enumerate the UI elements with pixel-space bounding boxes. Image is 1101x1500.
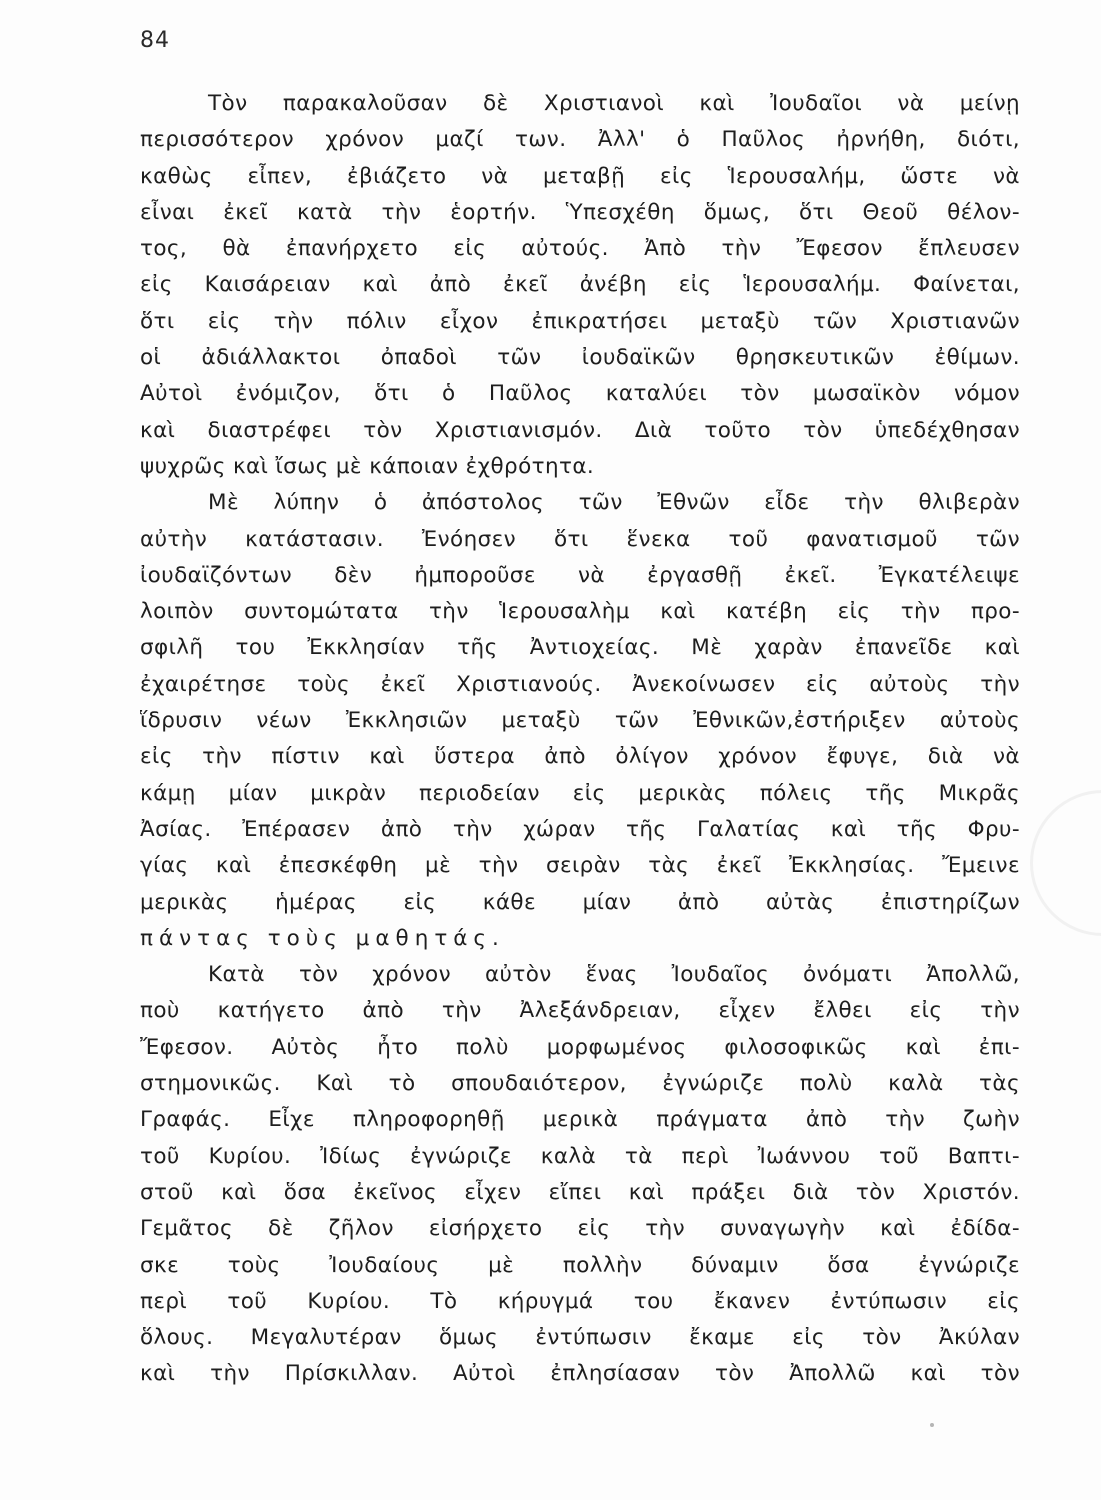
text-line: πάντας τοὺς μαθητάς. xyxy=(140,925,505,951)
text-line: εἰς τὴν πίστιν καὶ ὕστερα ἀπὸ ὀλίγον χρόνον ἔφυγε, διὰ νὰ xyxy=(140,744,1020,770)
text-line: Γεμᾶτος δὲ ζῆλον εἰσήρχετο εἰς τὴν συναγωγὴν καὶ ἐδίδα- xyxy=(140,1216,1020,1242)
text-line: ψυχρῶς καὶ ἴσως μὲ κάποιαν ἐχθρότητα. xyxy=(140,453,595,479)
text-line: σφιλῆ του Ἐκκλησίαν τῆς Ἀντιοχείας. Μὲ χαρὰν ἐπανεῖδε καὶ xyxy=(140,635,1020,661)
text-line: καὶ διαστρέφει τὸν Χριστιανισμόν. Διὰ τοῦτο τὸν ὑπεδέχθησαν xyxy=(140,417,1020,443)
text-line: στοῦ καὶ ὅσα ἐκεῖνος εἶχεν εἴπει καὶ πράξει διὰ τὸν Χριστόν. xyxy=(140,1179,1020,1205)
text-line: γίας καὶ ἐπεσκέφθη μὲ τὴν σειρὰν τὰς ἐκεῖ Ἐκκλησίας. Ἔμεινε xyxy=(140,853,1020,879)
text-line: τοῦ Κυρίου. Ἰδίως ἐγνώριζε καλὰ τὰ περὶ Ἰωάννου τοῦ Βαπτι- xyxy=(140,1143,1020,1169)
paragraph-2 xyxy=(140,485,1020,957)
text-line: ἰουδαϊζόντων δὲν ἠμποροῦσε νὰ ἐργασθῇ ἐκεῖ. Ἐγκατέλειψε xyxy=(140,562,1020,588)
text-line: λοιπὸν συντομώτατα τὴν Ἱερουσαλὴμ καὶ κατέβη εἰς τὴν προ- xyxy=(140,599,1020,625)
text-line: σκε τοὺς Ἰουδαίους μὲ πολλὴν δύναμιν ὅσα ἐγνώριζε xyxy=(140,1252,1020,1278)
text-line: κάμῃ μίαν μικρὰν περιοδείαν εἰς μερικὰς πόλεις τῆς Μικρᾶς xyxy=(140,780,1020,806)
text-line: Ἀσίας. Ἐπέρασεν ἀπὸ τὴν χώραν τῆς Γαλατίας καὶ τῆς Φρυ- xyxy=(140,816,1020,842)
text-line: καθὼς εἶπεν, ἐβιάζετο νὰ μεταβῇ εἰς Ἱερουσαλήμ, ὥστε νὰ xyxy=(140,163,1020,189)
text-line: μερικὰς ἡμέρας εἰς κάθε μίαν ἀπὸ αὐτὰς ἐπιστηρίζων xyxy=(140,889,1020,915)
paragraph-1 xyxy=(140,86,1020,485)
text-line: αὐτὴν κατάστασιν. Ἐνόησεν ὅτι ἕνεκα τοῦ φανατισμοῦ τῶν xyxy=(140,526,1020,552)
text-line: ἐχαιρέτησε τοὺς ἐκεῖ Χριστιανούς. Ἀνεκοίνωσεν εἰς αὐτοὺς τὴν xyxy=(140,671,1020,697)
page-number: 84 xyxy=(140,28,170,53)
text-line: Αὐτοὶ ἐνόμιζον, ὅτι ὁ Παῦλος καταλύει τὸν μωσαϊκὸν νόμον xyxy=(140,381,1020,407)
text-line: ὅλους. Μεγαλυτέραν ὅμως ἐντύπωσιν ἔκαμε εἰς τὸν Ἀκύλαν xyxy=(140,1325,1020,1351)
paragraph-3 xyxy=(140,957,1020,1393)
ink-speck xyxy=(930,1423,934,1427)
text-line: περισσότερον χρόνον μαζί των. Ἀλλ' ὁ Παῦλος ἠρνήθη, διότι, xyxy=(140,127,1020,153)
text-line: εἰς Καισάρειαν καὶ ἀπὸ ἐκεῖ ἀνέβη εἰς Ἱερουσαλήμ. Φαίνεται, xyxy=(140,272,1020,298)
body-text xyxy=(140,86,1020,1393)
text-line: ἵδρυσιν νέων Ἐκκλησιῶν μεταξὺ τῶν Ἐθνικῶν,ἐστήριξεν αὐτοὺς xyxy=(140,708,1020,734)
text-line: οἱ ἀδιάλλακτοι ὀπαδοὶ τῶν ἰουδαϊκῶν θρησκευτικῶν ἐθίμων. xyxy=(140,345,1020,371)
text-line: εἶναι ἐκεῖ κατὰ τὴν ἑορτήν. Ὑπεσχέθη ὅμως, ὅτι Θεοῦ θέλον- xyxy=(140,199,1020,225)
text-line: Ἔφεσον. Αὐτὸς ἦτο πολὺ μορφωμένος φιλοσοφικῶς καὶ ἐπι- xyxy=(140,1034,1020,1060)
text-line: ποὺ κατήγετο ἀπὸ τὴν Ἀλεξάνδρειαν, εἶχεν ἔλθει εἰς τὴν xyxy=(140,998,1020,1024)
text-line: περὶ τοῦ Κυρίου. Τὸ κήρυγμά του ἔκανεν ἐντύπωσιν εἰς xyxy=(140,1288,1020,1314)
text-line: Τὸν παρακαλοῦσαν δὲ Χριστιανοὶ καὶ Ἰουδαῖοι νὰ μείνῃ xyxy=(208,91,1020,116)
text-line: Κατὰ τὸν χρόνον αὐτὸν ἕνας Ἰουδαῖος ὀνόματι Ἀπολλῶ, xyxy=(208,962,1020,988)
text-line: Μὲ λύπην ὁ ἀπόστολος τῶν Ἐθνῶν εἶδε τὴν θλιβερὰν xyxy=(208,490,1020,516)
text-line: καὶ τὴν Πρίσκιλλαν. Αὐτοὶ ἐπλησίασαν τὸν Ἀπολλῶ καὶ τὸν xyxy=(140,1361,1020,1387)
text-line: τος, θὰ ἐπανήρχετο εἰς αὐτούς. Ἀπὸ τὴν Ἔφεσον ἔπλευσεν xyxy=(140,236,1020,262)
stamp-ghost xyxy=(1030,790,1101,936)
text-line: Γραφάς. Εἶχε πληροφορηθῇ μερικὰ πράγματα ἀπὸ τὴν ζωὴν xyxy=(140,1107,1020,1133)
text-line: στημονικῶς. Καὶ τὸ σπουδαιότερον, ἐγνώριζε πολὺ καλὰ τὰς xyxy=(140,1071,1020,1097)
text-line: ὅτι εἰς τὴν πόλιν εἶχον ἐπικρατήσει μεταξὺ τῶν Χριστιανῶν xyxy=(140,308,1020,334)
